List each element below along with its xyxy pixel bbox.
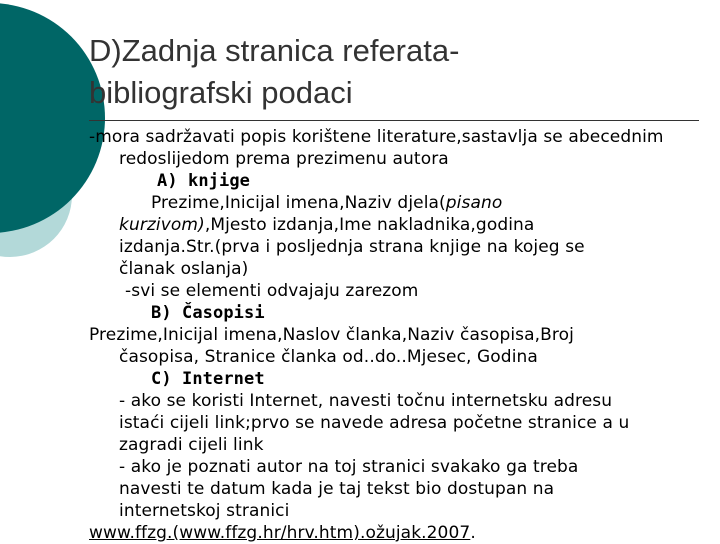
books-line-1-text: Prezime,Inicijal imena,Naziv djela( <box>151 193 446 213</box>
journals-heading: B) Časopisi <box>151 303 265 323</box>
intro-line-2: redoslijedom prema prezimenu autora <box>119 149 449 169</box>
internet-line-4: - ako je poznati autor na toj stranici svakako ga treba <box>119 457 579 477</box>
internet-heading: C) Internet <box>151 369 265 389</box>
books-line-4: članak oslanja) <box>119 259 249 279</box>
books-line-2-text: ,Mjesto izdanja,Ime nakladnika,godina <box>204 215 535 235</box>
title-line-1: D)Zadnja stranica referata- <box>89 33 460 68</box>
title-divider <box>89 120 699 121</box>
books-note: -svi se elementi odvajaju zarezom <box>125 281 419 301</box>
slide-body <box>89 126 720 544</box>
internet-line-6: internetskoj stranici <box>119 501 290 521</box>
internet-example <box>89 522 720 544</box>
title-line-2: bibliografski podaci <box>89 75 353 110</box>
example-end: . <box>470 523 476 543</box>
example-link[interactable]: www.ffzg.(www.ffzg.hr/hrv.htm).ožujak.2007 <box>89 523 471 543</box>
books-line-2 <box>89 214 720 236</box>
books-line-2-italic: kurzivom) <box>119 215 205 235</box>
internet-line-1: - ako se koristi Internet, navesti točnu internetsku adresu <box>119 391 613 411</box>
books-line-1-italic: pisano <box>445 193 503 213</box>
internet-line-3: zagradi cijeli link <box>119 435 264 455</box>
journals-line-2: časopisa, Stranice članka od..do..Mjesec, Godina <box>119 347 538 367</box>
intro-line-1: -mora sadržavati popis korištene literature,sastavlja se abecednim <box>89 127 664 147</box>
internet-line-2: istaći cijeli link;prvo se navede adresa početne stranice a u <box>119 413 630 433</box>
slide-title <box>89 30 709 114</box>
books-heading: A) knjige <box>157 171 251 191</box>
books-line-1 <box>89 192 720 214</box>
internet-line-5: navesti te datum kada je taj tekst bio dostupan na <box>119 479 555 499</box>
books-line-3: izdanja.Str.(prva i posljednja strana knjige na kojeg se <box>119 237 585 257</box>
journals-line-1: Prezime,Inicijal imena,Naslov članka,Naziv časopisa,Broj <box>89 325 574 345</box>
